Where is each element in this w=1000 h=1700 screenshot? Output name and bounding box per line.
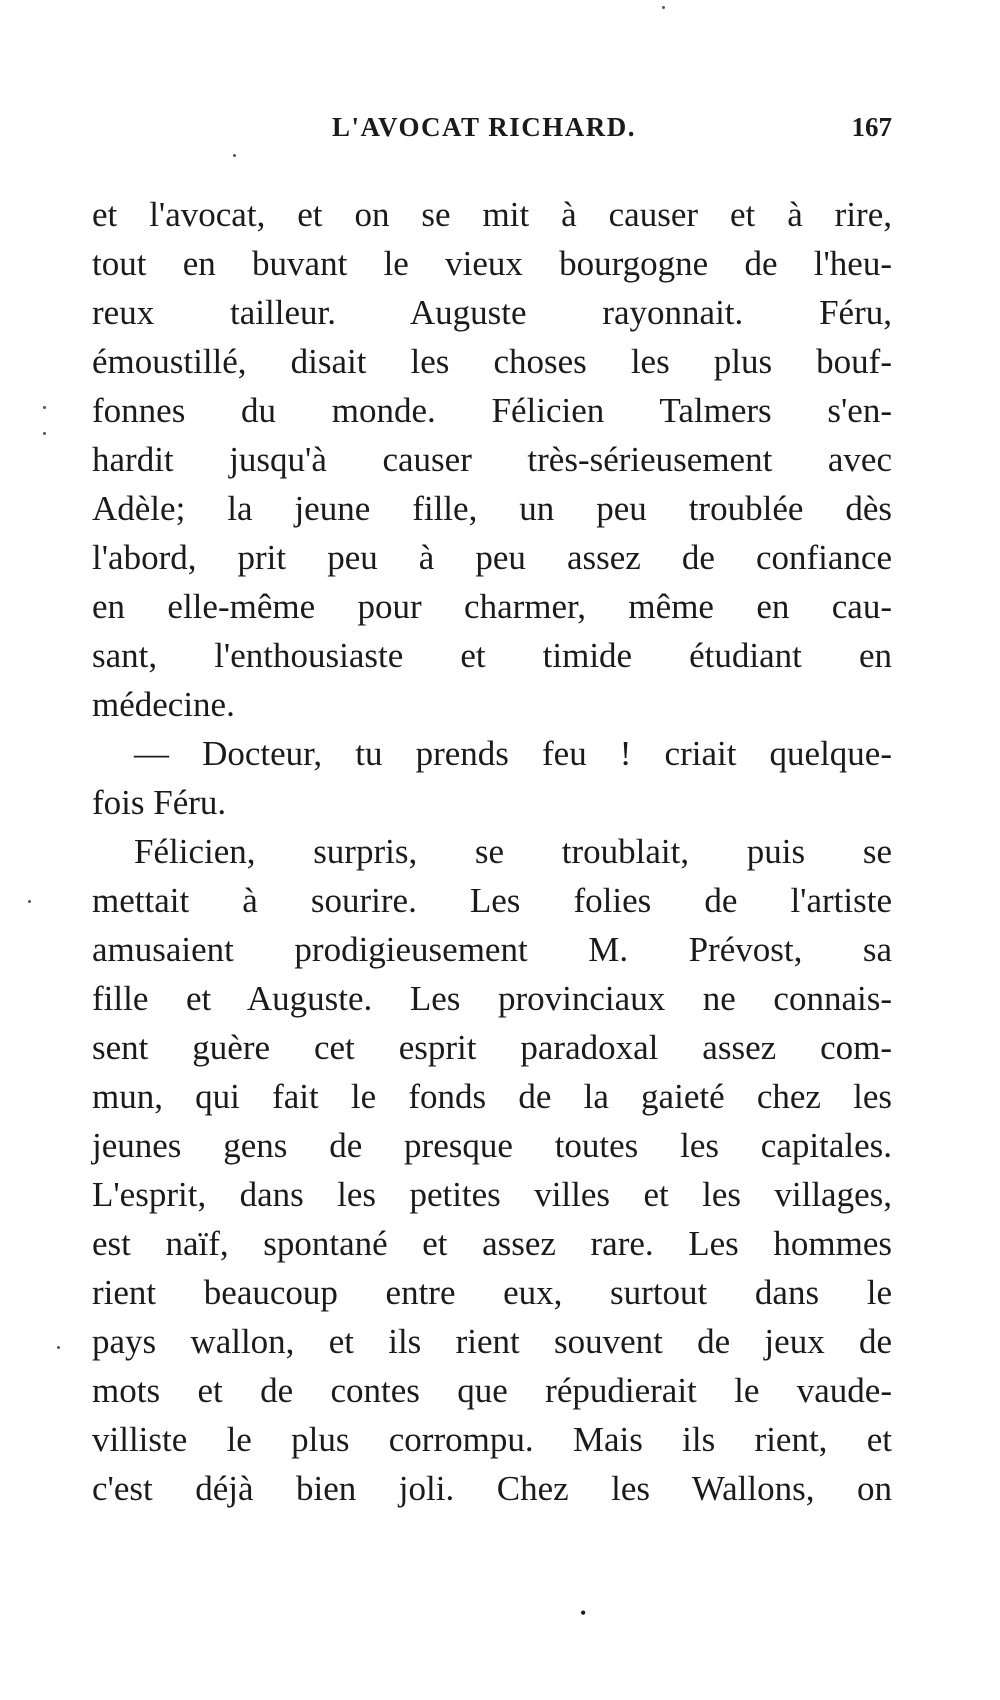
text-line: médecine. [92, 685, 235, 724]
scan-speck [662, 6, 665, 9]
text-line: en elle-même pour charmer, même en cau- [92, 587, 892, 626]
text-line: Adèle; la jeune fille, un peu troublée dès [92, 489, 892, 528]
paragraph [92, 729, 892, 827]
text-line: tout en buvant le vieux bourgogne de l'heu- [92, 244, 892, 283]
text-line: L'esprit, dans les petites villes et les villages, [92, 1175, 892, 1214]
text-line: est naïf, spontané et assez rare. Les hommes [92, 1224, 892, 1263]
text-line: jeunes gens de presque toutes les capitales. [92, 1126, 892, 1165]
running-title: L'AVOCAT RICHARD. [332, 112, 637, 142]
body-text [92, 190, 892, 1513]
text-line: mots et de contes que répudierait le vaude- [92, 1371, 892, 1410]
text-line: Félicien, surpris, se troublait, puis se [134, 832, 892, 871]
text-line: l'abord, prit peu à peu assez de confiance [92, 538, 892, 577]
text-line: émoustillé, disait les choses les plus bouf- [92, 342, 892, 381]
text-line: fois Féru. [92, 783, 227, 822]
text-line: c'est déjà bien joli. Chez les Wallons, on [92, 1469, 892, 1508]
text-line: sant, l'enthousiaste et timide étudiant en [92, 636, 892, 675]
scan-speck [43, 432, 46, 435]
paragraph [92, 827, 892, 1513]
paragraph [92, 190, 892, 729]
page-header [92, 112, 892, 152]
text-line: rient beaucoup entre eux, surtout dans le [92, 1273, 892, 1312]
text-line: villiste le plus corrompu. Mais ils rient, et [92, 1420, 892, 1459]
page-number: 167 [851, 112, 892, 142]
text-line: hardit jusqu'à causer très-sérieusement avec [92, 440, 892, 479]
signature-mark: • [580, 1603, 587, 1623]
text-line: sent guère cet esprit paradoxal assez com- [92, 1028, 892, 1067]
text-line: amusaient prodigieusement M. Prévost, sa [92, 930, 892, 969]
scan-speck [43, 406, 46, 409]
text-line: pays wallon, et ils rient souvent de jeux de [92, 1322, 892, 1361]
scan-speck [57, 1346, 60, 1349]
text-line: reux tailleur. Auguste rayonnait. Féru, [92, 293, 892, 332]
text-line: et l'avocat, et on se mit à causer et à rire, [92, 195, 892, 234]
text-line: fille et Auguste. Les provinciaux ne connais- [92, 979, 892, 1018]
text-line: mun, qui fait le fonds de la gaieté chez les [92, 1077, 892, 1116]
scan-speck [233, 154, 236, 157]
text-line: fonnes du monde. Félicien Talmers s'en- [92, 391, 892, 430]
scan-speck [28, 900, 31, 903]
text-line: — Docteur, tu prends feu ! criait quelque- [134, 734, 892, 773]
text-line: mettait à sourire. Les folies de l'artiste [92, 881, 892, 920]
